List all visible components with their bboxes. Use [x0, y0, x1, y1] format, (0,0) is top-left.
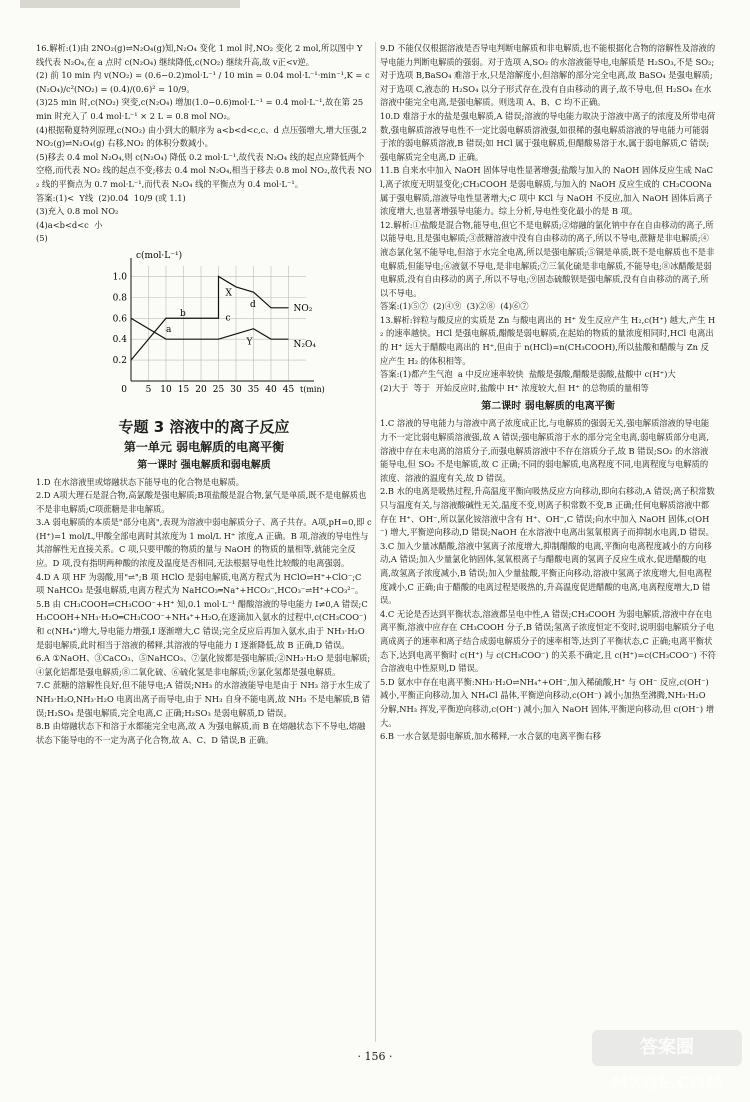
x-tick-label: 10	[160, 384, 172, 395]
x-tick-label: 35	[247, 384, 260, 395]
point-label: b	[180, 309, 186, 320]
paragraph: (4)a<b<d<c 小	[36, 219, 103, 230]
x-tick-label: 45	[282, 384, 295, 395]
paragraph: 答案:(1)⑤⑦ (2)④⑨ (3)②⑧ (4)⑥⑦	[380, 301, 529, 312]
point-label: Y	[246, 337, 253, 348]
paragraph: 10.D 难溶于水的盐是强电解质,A 错误;溶液的导电能力取决于溶液中离子的浓度及所带电荷数,强电解质溶液导电性不一定比弱电解质溶液强,如很稀的强电解质溶液的导电能力可能弱于浓的弱电解质溶液,B 错误;如 HCl 属于强电解质,但醋酸易溶于水,属于弱电解质,C 错误;强电解质完全电离,D 正确。	[380, 110, 716, 162]
top-scan-edge	[20, 0, 240, 8]
right-column	[380, 42, 716, 744]
paragraph: (4)根据勒夏特列原理,c(NO₂) 由小到大的顺序为 a<b<d<c,c、d 点压强增大,增大压强,2NO₂(g)⇌N₂O₄(g) 右移,NO₂ 的体积分数减小。	[36, 124, 367, 149]
paragraph: 4.C 无论是否达到平衡状态,溶液都呈电中性,A 错误;CH₃COOH 为弱电解质,溶液中存在电离平衡,溶液中应存在 CH₃COOH 分子,B 错误;氢离子浓度恒定不变时,说明弱电解质分子电离成离子的速率和离子结合成弱电解质分子的速率相等,达到了平衡状态,C 正确;电离平衡状态下,达到电离平衡时 c(H⁺) 与 c(CH₃COO⁻) 的关系不确定,且 c(H⁺)=c(CH₃COO⁻) 不符合溶液电中性原则,D 错误。	[380, 608, 716, 674]
page-number: · 156 ·	[357, 1050, 393, 1063]
lesson-1-answers	[36, 476, 372, 748]
paragraph: 答案:(1)< Y线 (2)0.04 10/9 (或 1.1)	[36, 192, 186, 203]
paragraph: 2.B 水的电离是吸热过程,升高温度平衡向吸热反应方向移动,即向右移动,A 错误;离子积常数只与温度有关,与溶液酸碱性无关,温度不变,则离子积常数不变,B 正确;任何电解质溶液中都存在 H⁺、OH⁻,所以氯化铵溶液中含有 H⁺、OH⁻,C 错误;向水中加入 NaOH 固体,c(OH⁻) 增大,平衡逆向移动,D 错误;NaOH 在水溶液中电离出氢氧根离子而抑制水电离,D 错误。	[380, 486, 715, 538]
paragraph: 13.解析:锌粒与酸反应的实质是 Zn 与酸电离出的 H⁺ 发生反应产生 H₂,c(H⁺) 越大,产生 H₂ 的速率越快。HCl 是强电解质,醋酸是弱电解质,在起始的物质的量浓度相同时,HCl 电离出的 H⁺ 远大于醋酸电离出的 H⁺,但由于 n(HCl)=n(CH₃COOH),所以盐酸和醋酸与 Zn 反应产生 H₂ 的体积相等。	[380, 314, 716, 366]
point-label: X	[225, 288, 232, 299]
lesson-2-answers	[380, 417, 716, 743]
x-tick-label: 30	[230, 384, 242, 395]
unit-title: 第一单元 弱电解质的电离平衡	[123, 439, 285, 454]
paragraph: (2) 前 10 min 内 v(NO₂) = (0.6−0.2)mol·L⁻¹ / 10 min = 0.04 mol·L⁻¹·min⁻¹,K = c(N₂O₄)/c²(NO₂) = (0.4)/(0.6)² = 10/9。	[36, 70, 370, 94]
paragraph: 8.B 由熔融状态下和溶于水都能完全电离,故 A 为强电解质,而 B 在熔融状态下不导电,熔融状态下能导电的不一定为离子化合物,故 A、C、D 错误,B 正确。	[36, 721, 366, 745]
lesson-1-title: 第一课时 强电解质和弱电解质	[137, 459, 271, 471]
concentration-time-graph	[36, 248, 336, 408]
series-label: N₂O₄	[293, 340, 316, 351]
x-tick-label: 40	[265, 384, 277, 395]
x-tick-label: 20	[195, 384, 207, 395]
series-line-n2o4	[131, 318, 289, 339]
origin-label: 0	[121, 384, 127, 395]
x-tick-label: 5	[145, 384, 152, 395]
paragraph: (5)	[36, 233, 48, 244]
paragraph: 9.D 不能仅仅根据溶液是否导电判断电解质和非电解质,也不能根据化合物的溶解性及溶液的导电能力判断电解质的强弱。对于选项 A,SO₂ 的水溶液能导电,电解质是 H₂SO₃,不是 SO₂;对于选项 B,BaSO₄ 难溶于水,只是溶解度小,但溶解的部分完全电离,故 BaSO₄ 是强电解质;对于选项 C,液态的 H₂SO₄ 以分子形式存在,没有自由移动的离子,故不导电,但 H₂SO₄ 在水溶液中能完全电离,是强电解质。则选项 A、B、C 均不正确。	[380, 43, 716, 108]
paragraph: (2)大于 等于 开始反应时,盐酸中 H⁺ 浓度较大,但 H⁺ 的总物质的量相等	[380, 382, 649, 393]
paragraph: 2.D A项大理石是混合物,高氯酸是强电解质;B项盐酸是混合物,氯气是单质,既不是电解质也不是非电解质;C项蔗糖是非电解质。	[36, 490, 367, 514]
paragraph: 6.B 一水合氨是弱电解质,加水稀释,一水合氨的电离平衡右移	[380, 731, 602, 742]
paragraph: 1.D 在水溶液里或熔融状态下能导电的化合物是电解质。	[36, 476, 245, 487]
paragraph: (5)移去 0.4 mol N₂O₄,则 c(N₂O₄) 降低 0.2 mol·L⁻¹,故代表 N₂O₄ 线的起点应降低两个空格,而代表 NO₂ 线的起点不变;移去 0.4 mol N₂O₄,相当于移去 0.8 mol NO₂,故代表 NO₂ 线的平衡点为 0.7 mol·L⁻¹,而代表 N₂O₄ 线的平衡点为 0.4 mol·L⁻¹。	[36, 151, 372, 189]
y-axis-label: c(mol·L⁻¹)	[136, 250, 183, 261]
left-column	[36, 42, 372, 747]
x-tick-label: 15	[177, 384, 190, 395]
y-tick-label: 0.8	[112, 293, 127, 304]
paragraph: (3)25 min 时,c(NO₂) 突变,c(N₂O₄) 增加(1.0−0.6)mol·L⁻¹ = 0.4 mol·L⁻¹,故在第 25 min 时充入了 0.4 mol·L⁻¹ × 2 L = 0.8 mol NO₂。	[36, 97, 366, 121]
paragraph: 5.D 氨水中存在电离平衡:NH₃·H₂O⇌NH₄⁺+OH⁻,加入稀硫酸,H⁺ 与 OH⁻ 反应,c(OH⁻) 减小,平衡正向移动,加入 NH₄Cl 晶体,平衡逆向移动,c(OH⁻) 减小;加热至沸腾,NH₃·H₂O 分解,NH₃ 挥发,平衡逆向移动,c(OH⁻) 减小;加入 NaOH 固体,平衡逆向移动,但 c(OH⁻) 增大。	[380, 676, 715, 728]
concentration-chart	[36, 248, 372, 413]
y-tick-label: 0.6	[112, 314, 127, 325]
paragraph: 5.B 由 CH₃COOH⇌CH₃COO⁻+H⁺ 知,0.1 mol·L⁻¹ 醋酸溶液的导电能力 I≠0,A 错误;CH₃COOH+NH₃·H₂O═CH₃COO⁻+NH₄⁺+H₂O,在逐滴加入氨水的过程中,c(CH₃COO⁻)和 c(NH₄⁺)增大,导电能力增强,I 逐渐增大,C 错误;完全反应后再加入氨水,由于 NH₃·H₂O 是弱电解质,此时相当于溶液的稀释,其溶液的导电能力 I 逐渐降低,故 B 正确,D 错误。	[36, 598, 368, 650]
paragraph: (3)充入 0.8 mol NO₂	[36, 206, 119, 217]
paragraph: 1.C 溶液的导电能力与溶液中离子浓度成正比,与电解质的强弱无关,强电解质溶液的导电能力不一定比弱电解质溶液强,故 A 错误;强电解质溶于水的部分完全电离,弱电解质部分电离,溶液中存在未电离的溶质分子,而强电解质溶液中不存在溶质分子,故 B 错误;SO₂ 的水溶液能导电,但 SO₂ 不是电解质,故 C 正确;不同的弱电解质,电离程度不同,电离程度与电解质的浓度、溶液的温度有关,故 D 错误。	[380, 418, 710, 483]
y-tick-label: 0.4	[112, 335, 127, 346]
paragraph: 答案:(1)都产生气泡 a 中反应速率较快 盐酸是强酸,醋酸是弱酸,盐酸中 c(H⁺)大	[380, 369, 676, 380]
paragraph: 16.解析:(1)由 2NO₂(g)⇌N₂O₄(g)知,N₂O₄ 变化 1 mol 时,NO₂ 变化 2 mol,所以图中 Y 线代表 N₂O₄,在 a 点时 c(N₂O₄) 继续降低,c(NO₂) 继续升高,故 v正<v逆。	[36, 43, 365, 67]
paragraph: 6.A ①NaOH、③CaCO₃、⑤NaHCO₃、⑦氯化铵都是强电解质;②NH₃·H₂O 是弱电解质;④氯化铝都是强电解质;⑧二氧化硫、⑥硫化氢是非电解质;⑨氯化氢都是强电解质。	[36, 653, 371, 677]
lesson-2-title: 第二课时 弱电解质的电离平衡	[481, 401, 615, 413]
answer-16-block	[36, 42, 372, 246]
paragraph: 3.C 加入少量冰醋酸,溶液中氢离子浓度增大,抑制醋酸的电离,平衡向电离程度减小的方向移动,A 错误;加入少量氯化钠固体,氢氧根离子与醋酸电离的氢离子反应生成水,促进醋酸的电离,故氢离子浓度减小,B 错误;加入少量盐酸,平衡正向移动,溶液中氢离子浓度增大,但电离程度减小,C 正确;由于醋酸的电离过程是吸热的,升高温度促进醋酸的电离,电离程度增大,D 错误。	[380, 540, 712, 606]
column-divider	[375, 42, 376, 1042]
paragraph: 4.D A 项 HF 为弱酸,用"⇌";B 项 HClO 是弱电解质,电离方程式为 HClO⇌H⁺+ClO⁻;C 项 NaHCO₃ 是强电解质,电离方程式为 NaHCO₃═Na⁺+HCO₃⁻,HCO₃⁻⇌H⁺+CO₃²⁻。	[36, 571, 365, 596]
watermark-logo: 答案圈 MXQE.COM	[592, 1030, 742, 1066]
paragraph: 7.C 蔗糖的溶解性良好,但不能导电;A 错误;NH₃ 的水溶液能导电是由于 NH₃ 溶于水生成了 NH₃·H₂O,NH₃·H₂O 电离出离子而导电,由于 NH₃ 自身不能电离,故 NH₃ 不是电解质,B 错误;H₂SO₄ 是强电解质,完全电离,C 正确;H₂SO₃ 是弱电解质,D 错误。	[36, 680, 374, 718]
y-tick-label: 1.0	[112, 272, 127, 283]
lesson-1-answers-cont	[380, 42, 716, 395]
y-tick-label: 0.2	[112, 355, 127, 366]
paragraph: 12.解析:①盐酸是混合物,能导电,但它不是电解质;②熔融的氯化钠中存在自由移动的离子,所以能导电,且是强电解质;③蔗糖溶液中没有自由移动的离子,所以不导电,蔗糖是非电解质;④液态氯化氢不能导电,但溶于水完全电离,所以是强电解质;⑤铜是单质,既不是电解质也不是非电解质,但能导电;⑥液氨不导电,是非电解质;⑦三氧化硫是非电解质,不能导电;⑧冰醋酸是弱电解质,没有自由移动的离子,所以不导电;⑨固态硫酸钡是强电解质,没有自由移动的离子,所以不导电。	[380, 219, 715, 298]
point-label: a	[166, 324, 172, 335]
x-tick-label: 25	[212, 384, 225, 395]
point-label: d	[250, 299, 256, 310]
x-axis-label: t(min)	[300, 384, 325, 394]
topic-title: 专题 3 溶液中的离子反应	[118, 417, 290, 436]
paragraph: 3.A 弱电解质的本质是"部分电离",表现为溶液中弱电解质分子、离子共存。A项,pH=0,即 c(H⁺)=1 mol/L,甲酸全部电离时其浓度为 1 mol/L H⁺ 浓度,A 正确。B 项,溶液的导电性与其溶解性无直接关系。C 项,只要甲酸的物质的量与 NaOH 的物质的量相等,就能完全反应。D 项,没有指明两种酸的浓度及温度是否相同,无法根据导电性比较酸的电离强弱。	[36, 517, 372, 569]
series-label: NO₂	[293, 303, 313, 314]
paragraph: 11.B 自来水中加入 NaOH 固体导电性显著增强;盐酸与加入的 NaOH 固体反应生成 NaCl,离子浓度无明显变化;CH₃COOH 是弱电解质,与加入的 NaOH 反应生成的 CH₃COONa 属于强电解质,溶液导电性显著增大;C 项中 KCl 与 NaOH 不反应,加入 NaOH 固体后离子浓度增大,也显著增强导电能力。综上分析,导电性变化最小的是 B 项。	[380, 165, 715, 217]
point-label: c	[225, 313, 231, 324]
